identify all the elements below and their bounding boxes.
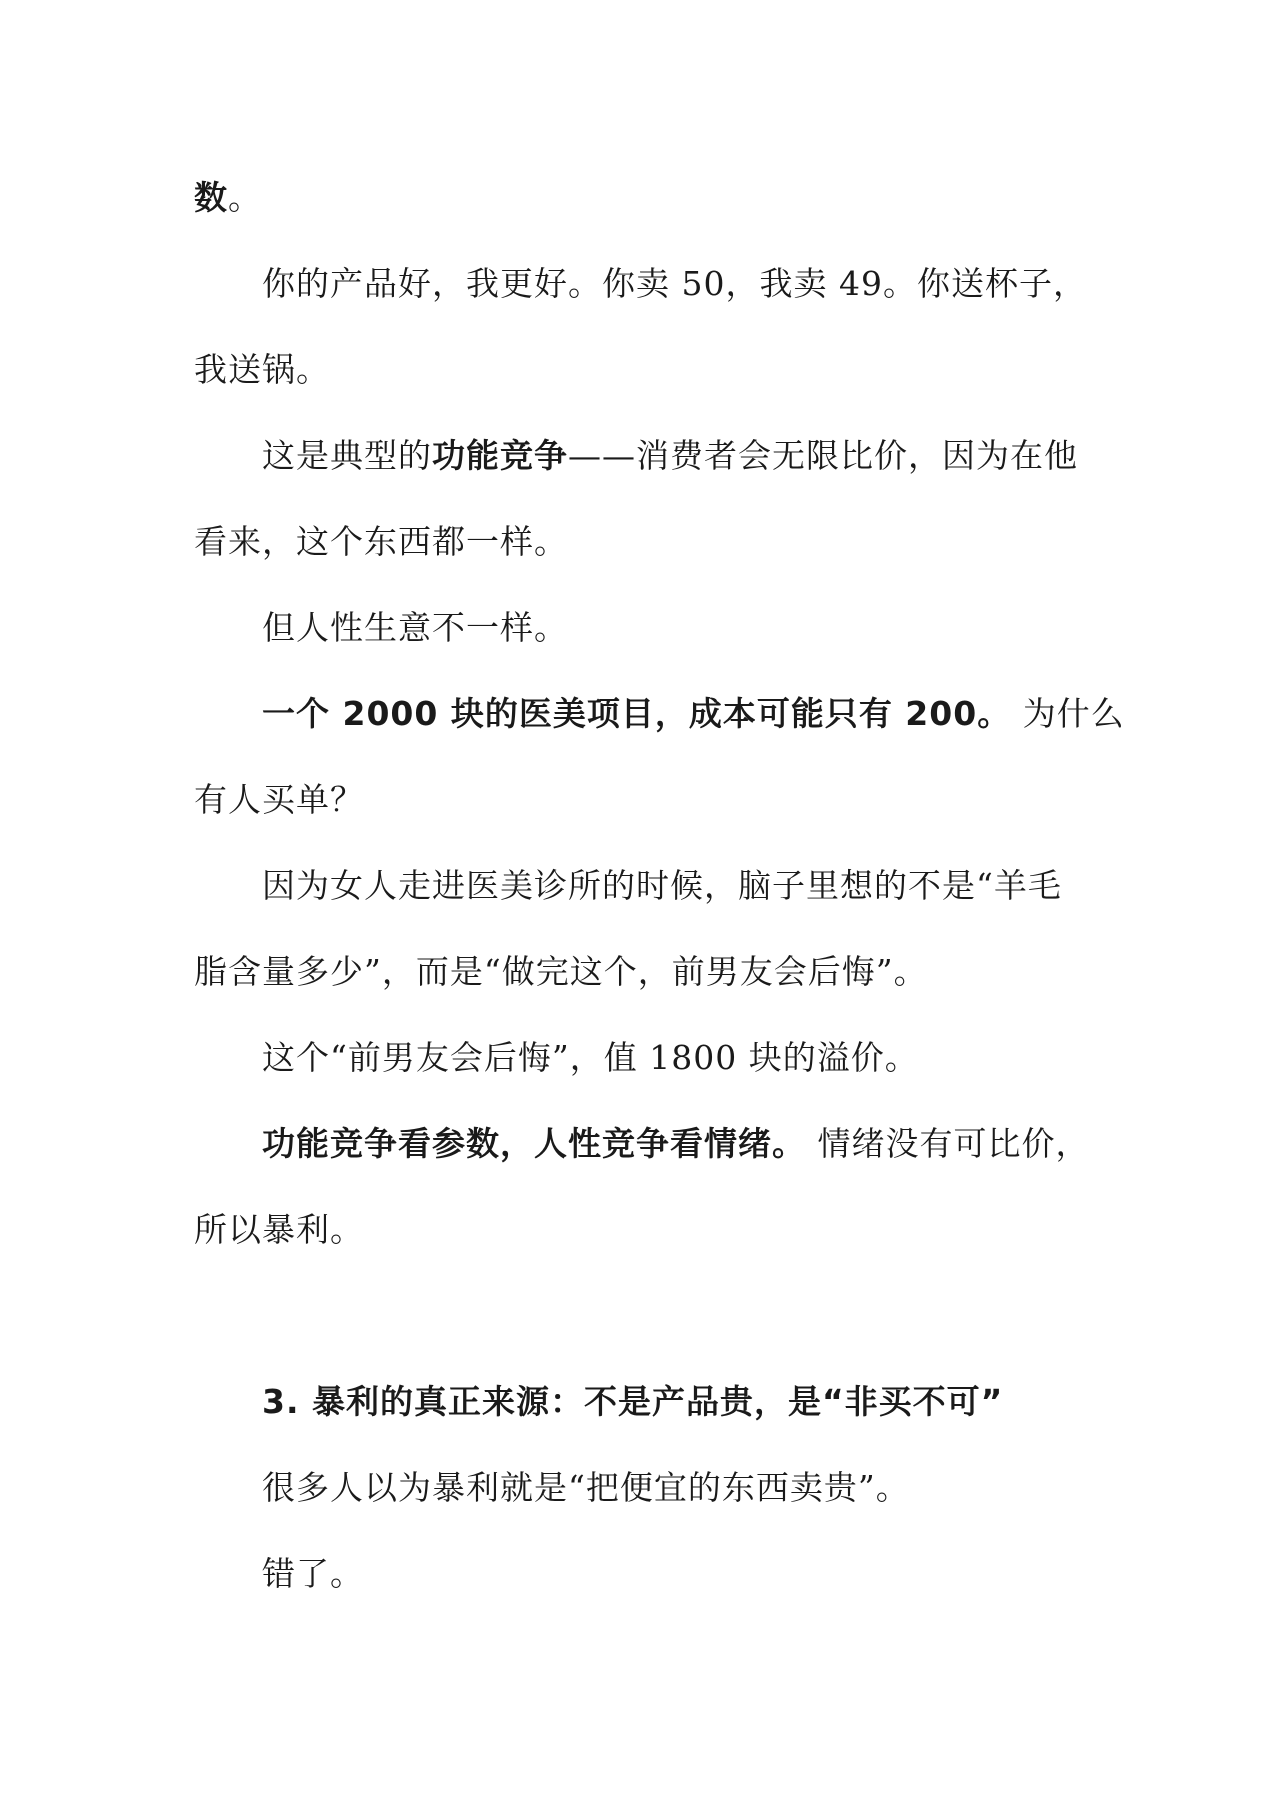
paragraph-line: 但人性生意不一样。	[262, 608, 568, 647]
bold-text: 数	[194, 178, 228, 217]
bold-text: 功能竞争看参数，人性竞争看情绪。	[262, 1124, 806, 1163]
paragraph-line: 所以暴利。	[194, 1210, 364, 1249]
plain-text: 这是典型的	[262, 436, 432, 475]
paragraph-line: 你的产品好，我更好。你卖 50，我卖 49。你送杯子，	[262, 264, 1087, 303]
paragraph-line	[262, 430, 1078, 477]
plain-text: 为什么	[1011, 694, 1125, 733]
paragraph-line	[262, 688, 1125, 735]
paragraph-line: 脂含量多少”，而是“做完这个，前男友会后悔”。	[194, 952, 928, 991]
paragraph-line: 因为女人走进医美诊所的时候，脑子里想的不是“羊毛	[262, 866, 1062, 905]
paragraph-line	[262, 1118, 1090, 1165]
bold-text: 一个 2000 块的医美项目，成本可能只有 200。	[262, 694, 1012, 733]
plain-text: 情绪没有可比价，	[806, 1124, 1090, 1163]
plain-text: ——消费者会无限比价，因为在他	[568, 436, 1078, 475]
paragraph-line	[194, 172, 262, 219]
paragraph-line: 这个“前男友会后悔”，值 1800 块的溢价。	[262, 1038, 919, 1077]
plain-text: 。	[228, 178, 262, 217]
section-heading: 3. 暴利的真正来源：不是产品贵，是“非买不可”	[262, 1382, 1004, 1421]
paragraph-line: 很多人以为暴利就是“把便宜的东西卖贵”。	[262, 1468, 910, 1507]
paragraph-line: 我送锅。	[194, 350, 330, 389]
paragraph-line: 错了。	[262, 1554, 364, 1593]
paragraph-line: 有人买单？	[194, 780, 364, 819]
bold-text: 功能竞争	[432, 436, 568, 475]
paragraph-line: 看来，这个东西都一样。	[194, 522, 568, 561]
